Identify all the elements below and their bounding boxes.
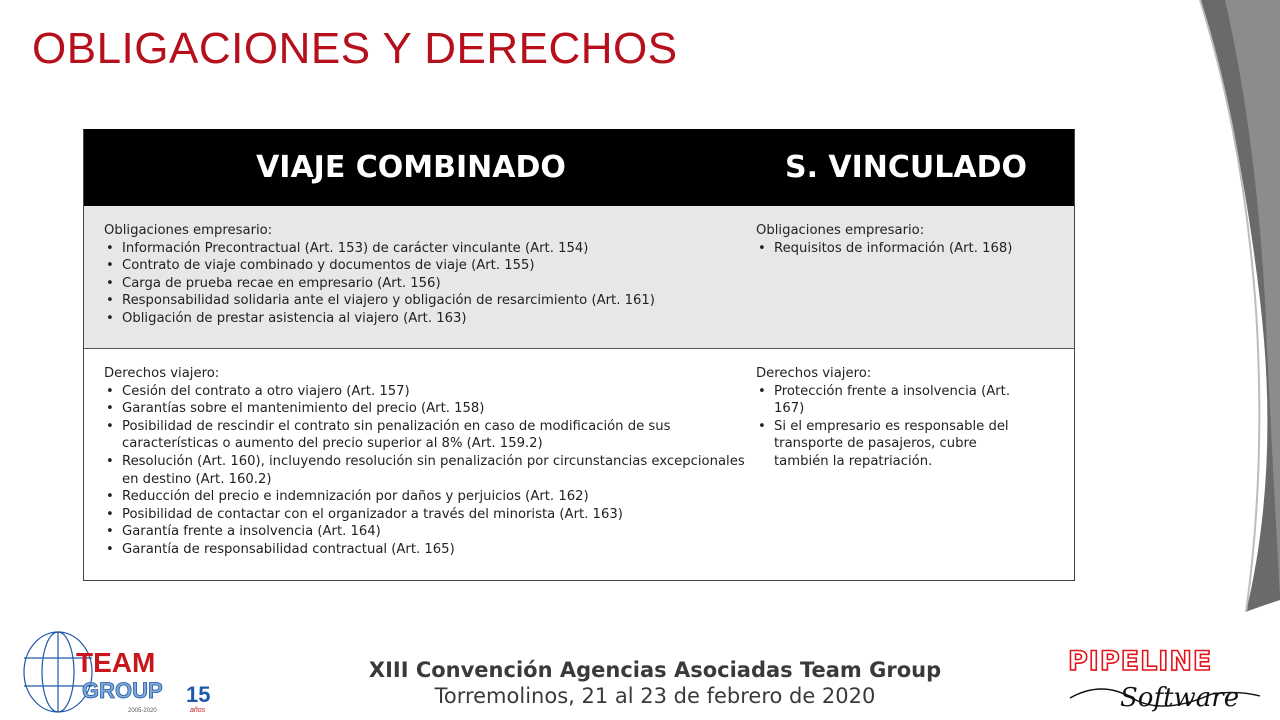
footer-event-name: XIII Convención Agencias Asociadas Team Group [368,658,942,682]
table-header [84,129,1074,206]
team-logo-range: 2005-2020 [128,708,157,714]
list-item: • Responsabilidad solidaria ante el viajero y obligación de resarcimiento (Art. 161) [104,292,746,310]
list-item: • Garantía frente a insolvencia (Art. 164) [104,523,746,541]
pipeline-software-logo [1062,640,1267,718]
bullet-list [104,240,746,328]
list-item: • Contrato de viaje combinado y documentos de viaje (Art. 155) [104,257,746,275]
list-item: • Resolución (Art. 160), incluyendo resolución sin penalización por circunstancias excepcionales en destino (Art. 160.2) [104,453,746,488]
list-item: • Reducción del precio e indemnización por daños y perjuicios (Art. 162) [104,488,746,506]
cell-rights-combinado [84,349,756,579]
list-item: • Si el empresario es responsable del transporte de pasajeros, cubre también la repatriación. [756,418,1034,471]
list-item: • Cesión del contrato a otro viajero (Art. 157) [104,383,746,401]
table-row-rights [84,348,1074,579]
cell-rights-vinculado [756,349,1074,579]
cell-heading: Derechos viajero: [756,366,872,381]
pipeline-logo-word: PIPELINE [1068,646,1213,677]
header-viaje-combinado: VIAJE COMBINADO [256,150,566,185]
team-logo-bottom: GROUP [82,678,163,703]
comparison-table [83,129,1075,581]
pipeline-logo-script: Software [1120,683,1240,713]
team-logo-years: 15 [186,682,211,707]
bullet-list [104,383,746,559]
bullet-list [756,240,1034,258]
team-logo-top: TEAM [76,647,156,678]
cell-heading: Obligaciones empresario: [756,223,925,238]
table-row-obligations [84,206,1074,348]
list-item: • Requisitos de información (Art. 168) [756,240,1034,258]
list-item: • Posibilidad de contactar con el organizador a través del minorista (Art. 163) [104,506,746,524]
list-item: • Información Precontractual (Art. 153) de carácter vinculante (Art. 154) [104,240,746,258]
list-item: • Posibilidad de rescindir el contrato sin penalización en caso de modificación de sus características o aumento del precio superior al 8% (Art. 159.2) [104,418,746,453]
header-s-vinculado: S. VINCULADO [784,150,1028,185]
team-logo-years-word: años [190,707,206,714]
list-item: • Garantía de responsabilidad contractual (Art. 165) [104,541,746,559]
list-item: • Carga de prueba recae en empresario (Art. 156) [104,275,746,293]
slide-title: OBLIGACIONES Y DERECHOS [32,24,678,73]
footer-event-date: Torremolinos, 21 al 23 de febrero de 2020 [434,684,876,708]
decorative-swoosh [1170,0,1280,720]
team-group-logo [18,628,218,716]
cell-heading: Derechos viajero: [104,366,220,381]
cell-heading: Obligaciones empresario: [104,223,273,238]
cell-obligations-vinculado [756,206,1074,348]
list-item: • Garantías sobre el mantenimiento del precio (Art. 158) [104,400,746,418]
list-item: • Protección frente a insolvencia (Art. 167) [756,383,1034,418]
list-item: • Obligación de prestar asistencia al viajero (Art. 163) [104,310,746,328]
cell-obligations-combinado [84,206,756,348]
bullet-list [756,383,1034,471]
